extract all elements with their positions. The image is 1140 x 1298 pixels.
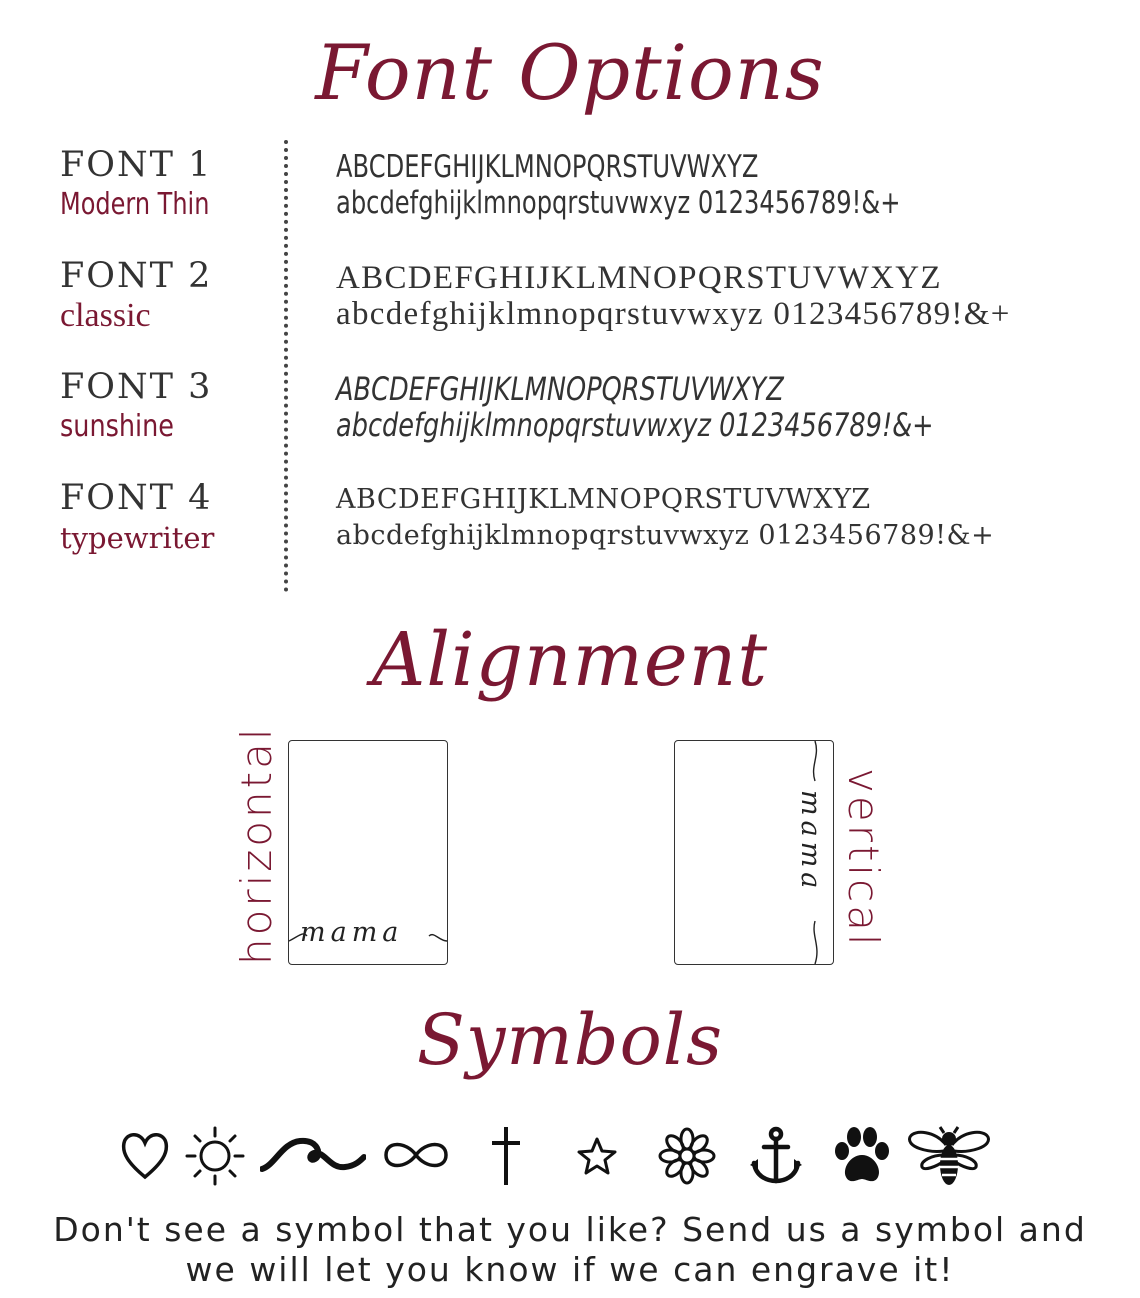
font-row-2 — [0, 254, 1140, 354]
font-style-name: Modern Thin — [60, 187, 210, 222]
flower-icon — [656, 1125, 718, 1187]
font-label: FONT 4 — [60, 478, 213, 518]
symbols-heading: Symbols — [416, 999, 724, 1081]
font-label: FONT 2 — [60, 256, 213, 296]
paw-icon — [830, 1125, 894, 1187]
wave-icon — [260, 1125, 366, 1185]
font-row-1 — [0, 143, 1140, 243]
font-style-name: typewriter — [60, 521, 215, 555]
anchor-icon — [748, 1125, 804, 1187]
vertical-label: vertical — [839, 768, 888, 949]
font-style-name: classic — [60, 297, 151, 334]
horizontal-label: horizontal — [232, 725, 281, 965]
vertical-engraving-text: mama — [795, 790, 826, 894]
font-label: FONT 1 — [60, 145, 213, 185]
uppercase-sample: ABCDEFGHIJKLMNOPQRSTUVWXYZ — [336, 260, 942, 296]
horizontal-engraving-text: mama — [300, 917, 404, 948]
lowercase-sample: abcdefghijklmnopqrstuvwxyz 0123456789!&+ — [336, 520, 995, 551]
uppercase-sample: ABCDEFGHIJKLMNOPQRSTUVWXYZ — [336, 370, 784, 408]
infinity-icon — [380, 1125, 452, 1185]
star-icon — [574, 1125, 620, 1185]
alignment-heading: Alignment — [371, 617, 769, 703]
uppercase-sample: ABCDEFGHIJKLMNOPQRSTUVWXYZ — [336, 149, 759, 185]
font-style-name: sunshine — [60, 409, 174, 444]
sun-icon — [184, 1125, 246, 1187]
symbol-row — [0, 1125, 1140, 1195]
cross-icon — [486, 1125, 526, 1187]
heart-icon — [120, 1125, 170, 1185]
bee-icon — [906, 1125, 992, 1193]
font-label: FONT 3 — [60, 367, 213, 407]
lowercase-sample: abcdefghijklmnopqrstuvwxyz 0123456789!&+ — [336, 406, 934, 444]
uppercase-sample: ABCDEFGHIJKLMNOPQRSTUVWXYZ — [336, 484, 871, 515]
font-row-3 — [0, 365, 1140, 465]
lowercase-sample: abcdefghijklmnopqrstuvwxyz 0123456789!&+ — [336, 296, 1011, 332]
lowercase-sample: abcdefghijklmnopqrstuvwxyz 0123456789!&+ — [336, 185, 901, 221]
font-options-heading: Font Options — [315, 28, 825, 117]
footer-line-2: we will let you know if we can engrave it! — [185, 1250, 955, 1289]
font-row-4 — [0, 476, 1140, 576]
footer-line-1: Don't see a symbol that you like? Send us a symbol and — [53, 1210, 1087, 1249]
